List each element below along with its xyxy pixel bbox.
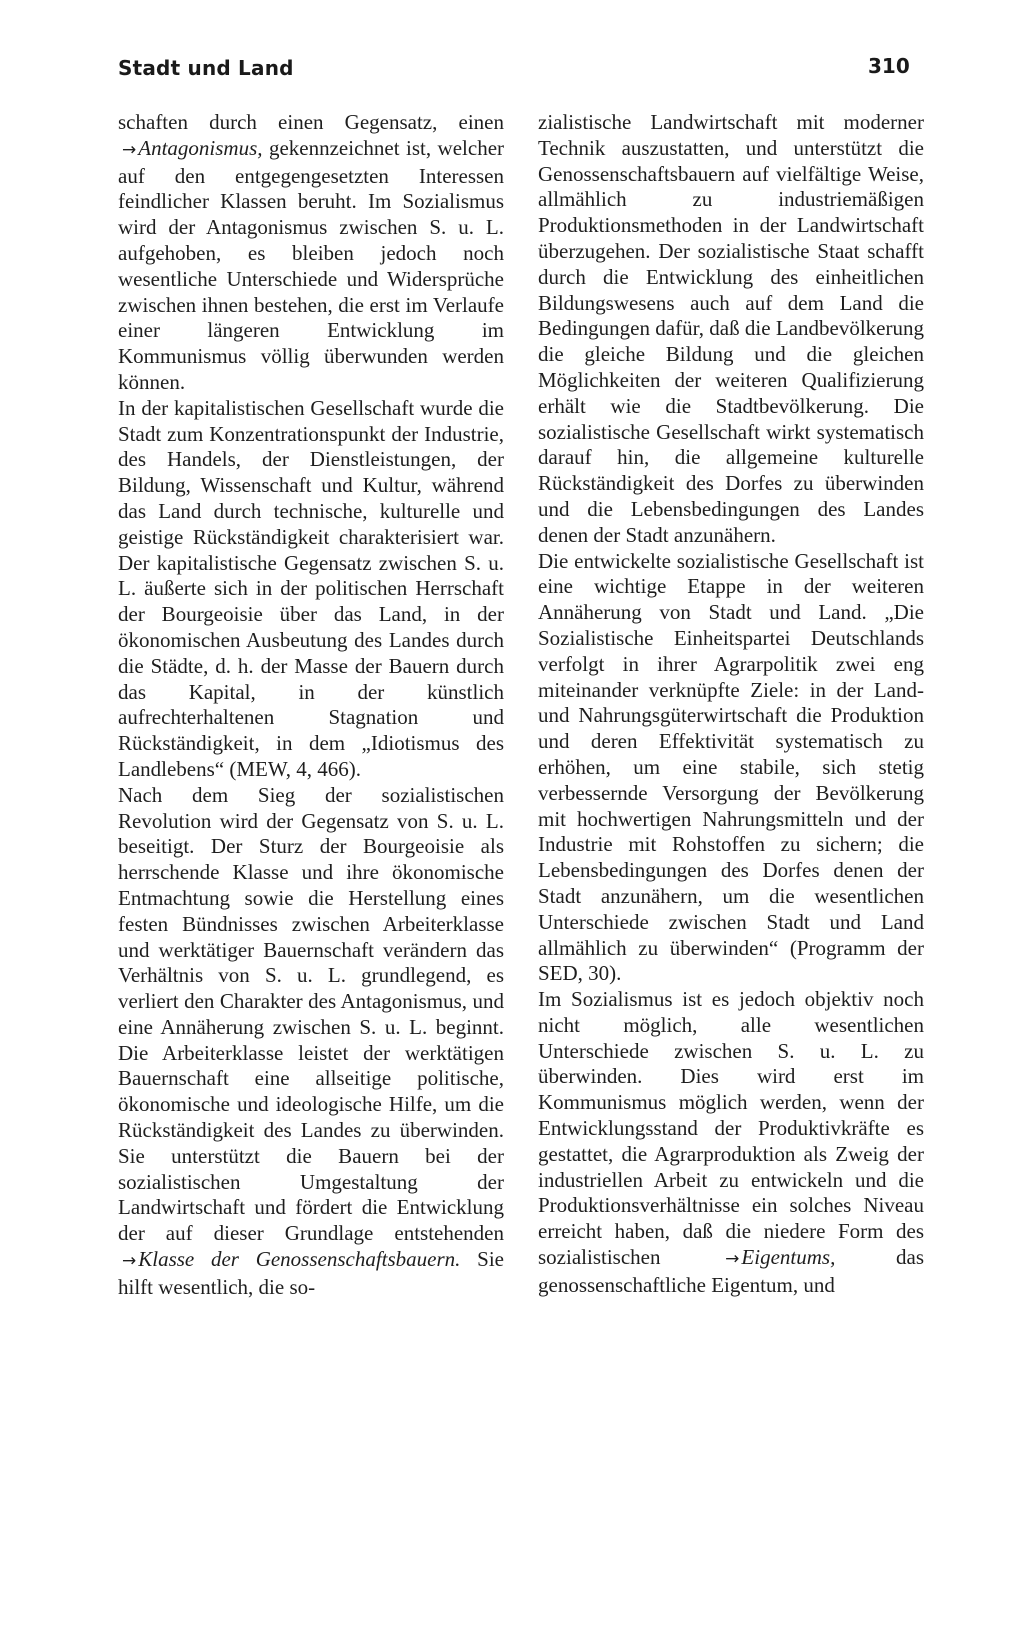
- text-run: Sie hilft wesentlich, die so-: [118, 1247, 505, 1299]
- paragraph: In der kapitalistischen Gesellschaft wurde die Stadt zum Konzentrationspunkt der Industrie, des Handels, der Dienstleistungen, der Bildung, Wissenschaft und Kultur, während das Land durch technische, kulturelle und geistige Rückständigkeit charakterisiert war. Der kapitalistische Gegensatz zwischen S. u. L. äußerte sich in der politischen Herrschaft der Bourgeoisie über das Land, in der ökonomischen Ausbeutung des Landes durch die Städte, d. h. der Masse der Bauern durch das Kapital, in der künstlich aufrechterhaltenen Stagnation und Rückständigkeit, in dem „Idiotismus des Landlebens“ (MEW, 4, 466).: [118, 395, 504, 781]
- paragraph: [118, 110, 504, 396]
- right-column: [538, 110, 924, 1299]
- paragraph: zialistische Landwirtschaft mit moderner Technik auszustatten, und unterstützt die Genossenschaftsbauern auf vielfältige Weise, allmählich zu industriemäßigen Produktionsmethoden in der Landwirtschaft überzugehen. Der sozialistische Staat schafft durch die Entwicklung des einheitlichen Bildungswesens auch auf dem Land die Bedingungen dafür, daß die Landbevölkerung die gleiche Bildung und die gleichen Möglichkeiten der weiteren Qualifizierung erhält wie die Stadtbevölkerung. Die sozialistische Gesellschaft wirkt systematisch darauf hin, die allgemeine kulturelle Rückständigkeit des Dorfes zu überwinden und die Lebensbedingungen des Landes denen der Stadt anzunähern.: [538, 110, 924, 547]
- cross-reference-arrow-icon: →: [122, 139, 137, 160]
- text-run: Im Sozialismus ist es jedoch objektiv noch nicht möglich, alle wesentlichen Unterschiede zwischen S. u. L. zu überwinden. Dies wird erst im Kommunismus möglich werden, wenn der Entwicklungsstand der Produktivkräfte es gestattet, die Agrarproduktion als Zweig der industriellen Arbeit zu entwickeln und die Produktionsverhältnisse ein solches Niveau erreicht haben, daß die niedere Form des sozialistischen: [538, 987, 924, 1270]
- cross-reference-term: Eigentums,: [741, 1245, 836, 1270]
- text-run: gekennzeichnet ist, welcher auf den entgegengesetzten Interessen feindlicher Klassen beruht. Im Sozialismus wird der Antagonismus zwischen S. u. L. aufgehoben, es bleiben jedoch noch wesentliche Unterschiede und Widersprüche zwischen ihnen bestehen, die erst im Verlaufe einer längeren Entwicklung im Kommunismus völlig überwunden werden können.: [118, 135, 505, 394]
- text-run: Nach dem Sieg der sozialistischen Revolution wird der Gegensatz von S. u. L. beseitigt. Der Sturz der Bourgeoisie als herrschende Klasse und ihre ökonomische Entmachtung sowie die Herstellung eines festen Bündnisses zwischen Arbeiterklasse und werktätiger Bauernschaft verändern das Verhältnis von S. u. L. grundlegend, es verliert den Charakter des Antagonismus, und eine Annäherung zwischen S. u. L. beginnt. Die Arbeiterklasse leistet der werktätigen Bauernschaft eine allseitige politische, ökonomische und ideologische Hilfe, um die Rückständigkeit des Landes zu überwinden. Sie unterstützt die Bauern bei der sozialistischen Umgestaltung der Landwirtschaft und fördert die Entwicklung der auf dieser Grundlage entstehenden: [118, 782, 504, 1246]
- paragraph: [118, 783, 504, 1301]
- cross-reference-arrow-icon: →: [122, 1251, 137, 1272]
- paragraph: Die entwickelte sozialistische Gesellschaft ist eine wichtige Etappe in der weiteren Annäherung von Stadt und Land. „Die Sozialistische Einheitspartei Deutschlands verfolgt in ihrer Agrarpolitik zwei eng miteinander verknüpfte Ziele: in der Land- und Nahrungsgüterwirtschaft die Produktion und deren Effektivität systematisch zu erhöhen, um eine stabile, sich stetig verbessernde Versorgung der Bevölkerung mit hochwertigen Nahrungsmitteln und der Industrie mit Rohstoffen zu sichern; die Lebensbedingungen des Dorfes denen der Stadt anzunähern, um die wesentlichen Unterschiede zwischen Stadt und Land allmählich zu überwinden“ (Programm der SED, 30).: [538, 548, 924, 986]
- left-column: [118, 110, 504, 1301]
- cross-reference-term: Antagonismus,: [138, 135, 263, 160]
- running-head: Stadt und Land: [118, 56, 294, 80]
- text-run: schaften durch einen Gegensatz, einen: [118, 110, 504, 134]
- cross-reference-term: Klasse der Genossenschaftsbauern.: [138, 1247, 461, 1272]
- paragraph: [538, 987, 924, 1299]
- text-run: das genossenschaftliche Eigentum, und: [538, 1245, 925, 1297]
- cross-reference-arrow-icon: →: [725, 1249, 740, 1270]
- page-number: 310: [868, 54, 910, 78]
